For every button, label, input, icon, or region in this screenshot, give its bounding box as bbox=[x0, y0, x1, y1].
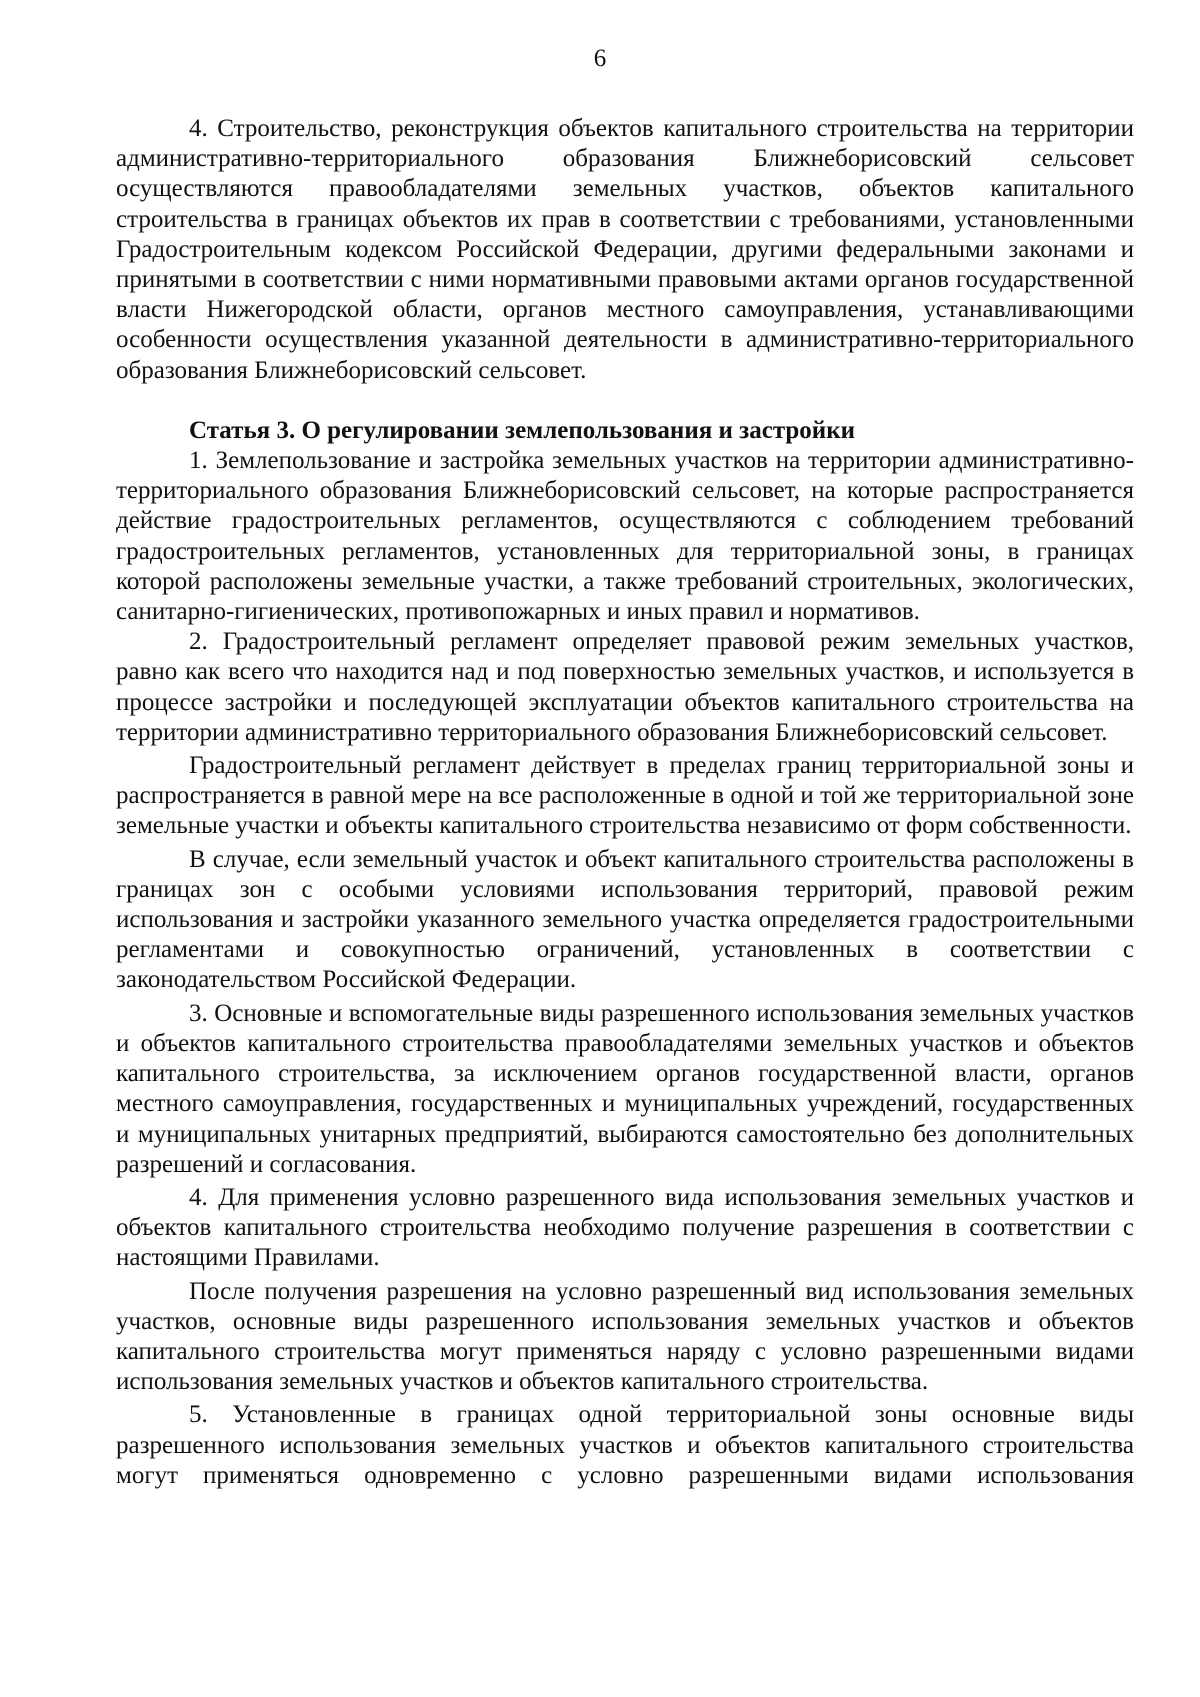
paragraph-article-7: После получения разрешения на условно разрешенный вид использования земельных участков, основные виды разрешенного использования земельных участков и объектов капитального строительства могут применяться наряду с условно разрешенными видами использования земельных участков и объектов капитального строительства. bbox=[116, 1277, 1134, 1396]
document-body bbox=[116, 114, 1134, 1491]
paragraph-article-4: В случае, если земельный участок и объект капитального строительства расположены в границах зон с особыми условиями использования территорий, правовой режим использования и застройки указанного земельного участка определяется градостроительными регламентами и совокупностью ограничений, установленных в соответствии с законодательством Российской Федерации. bbox=[116, 845, 1134, 994]
page-number: 6 bbox=[593, 45, 607, 72]
paragraph-article-1: 1. Землепользование и застройка земельных участков на территории административно-территориального образования Ближнеборисовский сельсовет, на которые распространяется действие градостроительных регламентов, осуществляются с соблюдением требований градостроительных регламентов, установленных для территориальной зоны, в границах которой расположены земельные участки, а также требований строительных, экологических, санитарно-гигиенических, противопожарных и иных правил и нормативов. bbox=[116, 447, 1134, 626]
article-heading: Статья 3. О регулировании землепользования и застройки bbox=[189, 416, 856, 444]
paragraph-article-3: Градостроительный регламент действует в пределах границ территориальной зоны и распространяется в равной мере на все расположенные в одной и той же территориальной зоне земельные участки и объекты капитального строительства независимо от форм собственности. bbox=[116, 752, 1134, 840]
paragraph-article-2: 2. Градостроительный регламент определяет правовой режим земельных участков, равно как всего что находится над и под поверхностью земельных участков, и используется в процессе застройки и последующей эксплуатации объектов капитального строительства на территории административно территориального образования Ближнеборисовский сельсовет. bbox=[116, 628, 1134, 746]
paragraph-article-6: 4. Для применения условно разрешенного вида использования земельных участков и объектов капитального строительства необходимо получение разрешения в соответствии с настоящими Правилами. bbox=[116, 1183, 1134, 1272]
paragraph-article-8: 5. Установленные в границах одной территориальной зоны основные виды разрешенного использования земельных участков и объектов капитального строительства могут применяться одновременно с условно разрешенными видами использования bbox=[116, 1401, 1134, 1489]
paragraph-article-5: 3. Основные и вспомогательные виды разрешенного использования земельных участков и объектов капитального строительства правообладателями земельных участков и объектов капитального строительства, за исключением органов государственной власти, органов местного самоуправления, государственных и муниципальных учреждений, государственных и муниципальных унитарных предприятий, выбираются самостоятельно без дополнительных разрешений и согласования. bbox=[116, 999, 1134, 1178]
paragraph-construction: 4. Строительство, реконструкция объектов капитального строительства на территории административно-территориального образования Ближнеборисовский сельсовет осуществляются правообладателями земельных участков, объектов капитального строительства в границах объектов их прав в соответствии с требованиями, установленными Градостроительным кодексом Российской Федерации, другими федеральными законами и принятыми в соответствии с ними нормативными правовыми актами органов государственной власти Нижегородской области, органов местного самоуправления, устанавливающими особенности осуществления указанной деятельности в административно-территориального образования Ближнеборисовский сельсовет. bbox=[116, 115, 1134, 384]
